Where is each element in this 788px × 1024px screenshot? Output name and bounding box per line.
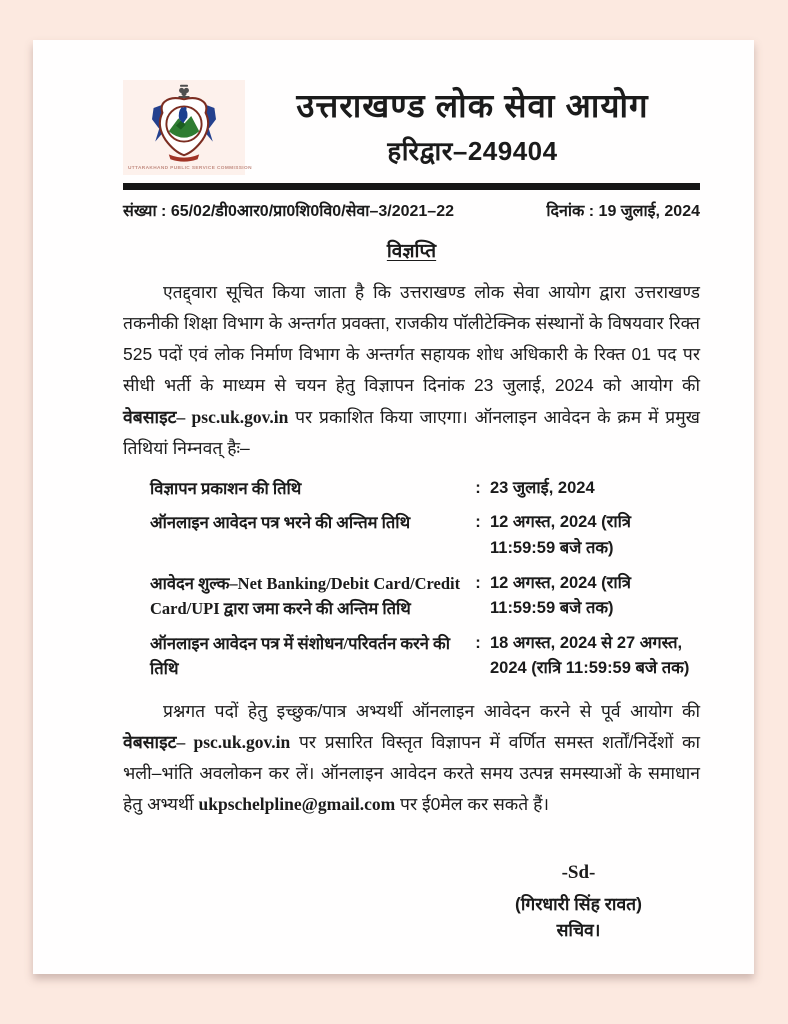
paragraph-2 xyxy=(123,696,700,821)
reference-line xyxy=(123,199,700,221)
header-divider xyxy=(123,183,700,190)
paragraph-2-text-3: पर ई0मेल कर सकते हैं। xyxy=(395,794,550,815)
table-row xyxy=(150,510,700,561)
paragraph-2-text-2: पर प्रसारित विस्तृत विज्ञापन में वर्णित समस्त शर्तों/निर्देशों का भली–भांति अवलोकन कर लें। ऑनलाइन आवेदन करते समय उत्पन्न समस्याओं के समाधान हेतु अभ्यर्थी xyxy=(123,731,700,815)
website-mention-2: वेबसाइट– psc.uk.gov.in xyxy=(123,731,291,752)
table-row xyxy=(150,631,700,682)
letterhead-titles xyxy=(245,80,700,168)
row-colon: : xyxy=(475,573,481,592)
signatory-designation: सचिव। xyxy=(556,920,601,941)
row-colon: : xyxy=(475,633,481,652)
logo-caption: UTTARAKHAND PUBLIC SERVICE COMMISSION xyxy=(127,165,252,171)
row-label: विज्ञापन प्रकाशन की तिथि xyxy=(150,478,302,498)
website-mention-1: वेबसाइट– psc.uk.gov.in xyxy=(123,406,289,427)
helpline-email: ukpschelpline@gmail.com xyxy=(198,794,396,815)
key-dates-table xyxy=(150,476,700,682)
reference-number: संख्या : 65/02/डी0आर0/प्रा0शि0वि0/सेवा–3/2021–22 xyxy=(123,203,454,220)
uttarakhand-psc-emblem-icon xyxy=(125,83,243,165)
commission-logo xyxy=(123,80,252,175)
page-title: उत्तराखण्ड लोक सेवा आयोग xyxy=(296,87,649,124)
ashoka-emblem-icon xyxy=(178,85,189,98)
row-colon: : xyxy=(475,513,481,532)
table-row xyxy=(150,571,700,622)
signed-mark: -Sd- xyxy=(561,862,596,884)
row-label: आवेदन शुल्क–Net Banking/Debit Card/Credit Card/UPI द्वारा जमा करने की अन्तिम तिथि xyxy=(150,573,461,619)
notice-heading: विज्ञप्ति xyxy=(386,241,437,262)
signature-block xyxy=(471,862,686,942)
row-label: ऑनलाइन आवेदन पत्र में संशोधन/परिवर्तन करने की तिथि xyxy=(150,633,451,679)
signatory-name: (गिरधारी सिंह रावत) xyxy=(515,894,642,915)
row-value: 23 जुलाई, 2024 xyxy=(490,478,595,497)
row-value: 12 अगस्त, 2024 (रात्रि 11:59:59 बजे तक) xyxy=(490,513,632,557)
paragraph-1-text: एतद्द्वारा सूचित किया जाता है कि उत्तराखण्ड लोक सेवा आयोग द्वारा उत्तराखण्ड तकनीकी शिक्षा विभाग के अन्तर्गत प्रवक्ता, राजकीय पॉलीटेक्निक संस्थानों के विषयवार रिक्त 525 पदों एवं लोक निर्माण विभाग के अन्तर्गत सहायक शोध अधिकारी के रिक्त 01 पद पर सीधी भर्ती के माध्यम से चयन हेतु विज्ञापन दिनांक 23 जुलाई, 2024 को आयोग की xyxy=(123,282,700,396)
paragraph-2-text: प्रश्नगत पदों हेतु इच्छुक/पात्र अभ्यर्थी ऑनलाइन आवेदन करने से पूर्व आयोग की xyxy=(163,700,700,721)
letterhead xyxy=(123,80,700,175)
notice-date: दिनांक : 19 जुलाई, 2024 xyxy=(546,203,700,220)
row-value: 18 अगस्त, 2024 से 27 अगस्त, 2024 (रात्रि 11:59:59 बजे तक) xyxy=(490,633,690,678)
row-value: 12 अगस्त, 2024 (रात्रि 11:59:59 बजे तक) xyxy=(490,573,632,618)
notice-paper xyxy=(33,40,754,974)
table-row xyxy=(150,476,700,502)
paragraph-1 xyxy=(123,277,700,464)
paragraph-1-text-2: पर प्रकाशित किया जाएगा। ऑनलाइन आवेदन के क्रम में प्रमुख तिथियां निम्नवत् हैः– xyxy=(123,406,700,458)
row-colon: : xyxy=(475,478,481,497)
page-subtitle: हरिद्वार–249404 xyxy=(387,135,558,166)
row-label: ऑनलाइन आवेदन पत्र भरने की अन्तिम तिथि xyxy=(150,513,411,533)
